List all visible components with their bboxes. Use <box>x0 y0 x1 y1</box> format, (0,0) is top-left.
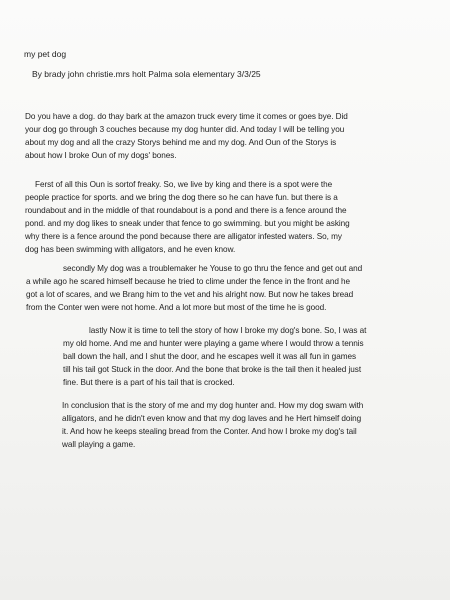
paragraph-conclusion <box>25 399 363 451</box>
text-line: roundabout and in the middle of that roundabout is a pond and there is a fence around the <box>25 206 347 215</box>
text-line: till his tail got Stuck in the door. And the bone that broke is the tail then it healed just <box>63 365 362 374</box>
paragraph-second <box>25 262 362 314</box>
text-line: it. And how he keeps stealing bread from the Conter. And how I broke my dog's tail <box>62 427 357 436</box>
text-line: about how I broke Oun of my dogs' bones. <box>25 151 177 160</box>
paragraph-intro <box>25 110 348 162</box>
paragraph-first <box>25 178 350 256</box>
text-line: pond. and my dog likes to sneak under that fence to go swimming. but you might be asking <box>25 219 350 228</box>
text-line: a while ago he scared himself because he tried to clime under the fence in the front and he <box>26 277 351 286</box>
text-line: why there is a fence around the pond because there are alligator infested waters. So, my <box>25 232 342 241</box>
text-line: my old home. And me and hunter were playing a game where I would throw a tennis <box>63 339 364 348</box>
text-line: fine. But there is a part of his tail that is crocked. <box>63 378 235 387</box>
text-line: about my dog and all the crazy Storys behind me and my dog. And Oun of the Storys is <box>25 138 337 147</box>
text-line: got a lot of scares, and we Brang him to the vet and his alright now. But now he takes bread <box>26 290 354 299</box>
text-line: lastly Now it is time to tell the story of how I broke my dog's bone. So, I was at <box>89 326 367 335</box>
text-line: your dog go through 3 couches because my dog hunter did. And today I will be telling you <box>25 125 345 134</box>
text-line: Do you have a dog. do thay bark at the amazon truck every time it comes or goes bye. Did <box>25 112 348 121</box>
text-line: ball down the hall, and I shut the door, and he escapes well it was all fun in games <box>63 352 357 361</box>
text-line: alligators, and he didn't even know and that my dog laves and he Hert himself doing <box>62 414 362 423</box>
essay-title: my pet dog <box>24 49 67 59</box>
text-line: In conclusion that is the story of me and my dog hunter and. How my dog swam with <box>62 401 364 410</box>
author-byline: By brady john christie.mrs holt Palma sola elementary 3/3/25 <box>32 69 261 79</box>
text-line: Ferst of all this Oun is sortof freaky. So, we live by king and there is a spot were the <box>35 180 333 189</box>
text-line: dog has been swimming with alligators, and he even know. <box>25 245 236 254</box>
text-line: from the Conter wen were not home. And a lot more but most of the time he is good. <box>26 303 327 312</box>
text-line: people practice for sports. and we bring the dog there so he can have fun. but there is a <box>25 193 338 202</box>
text-line: secondly My dog was a troublemaker he Youse to go thru the fence and get out and <box>63 264 363 273</box>
paragraph-third <box>25 324 366 389</box>
text-line: wall playing a game. <box>62 440 136 449</box>
